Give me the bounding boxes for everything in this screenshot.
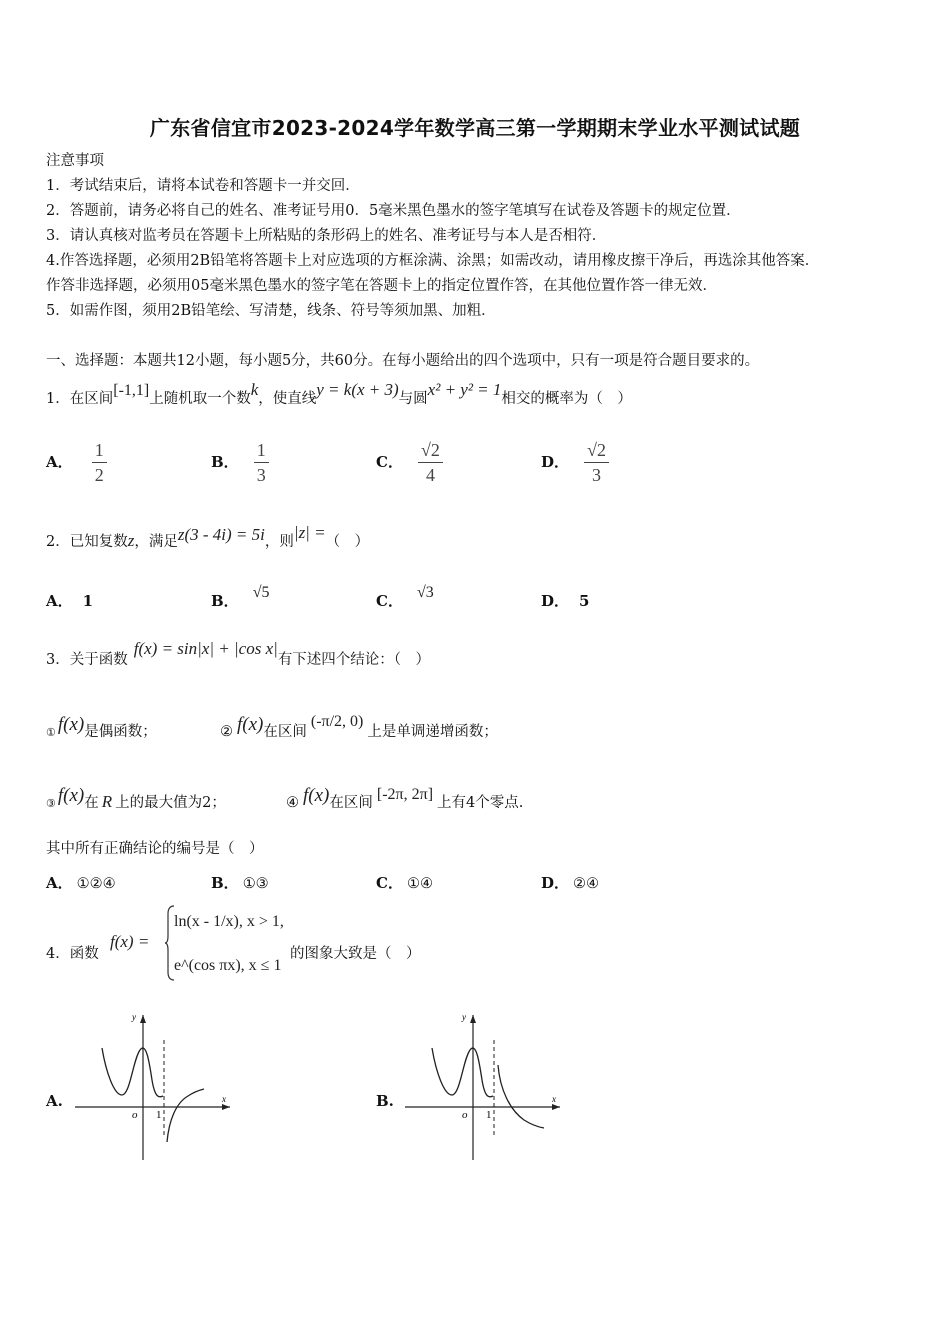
q4-suffix: 的图象大致是（ ） [290,946,421,962]
q3-fx: f(x) [57,714,85,735]
q1-text: 1．在区间 [46,391,114,407]
option-value: ①②④ [76,876,116,892]
notice-item: 3．请认真核对监考员在答题卡上所粘贴的条形码上的姓名、准考证号与本人是否相符． [46,228,607,244]
q3-text: 在区间 [263,724,307,740]
q3-conclusion-1 [46,714,157,743]
option-label: C． [376,592,403,610]
option-label: A． [46,874,73,892]
q2-modulus: |z| = [293,523,326,542]
option-value: ①③ [242,876,269,892]
section-heading: 一、选择题：本题共12小题，每小题5分，共60分。在每小题给出的四个选项中，只有一项是符合题目要求的。 [46,353,760,369]
question-1-stem [46,380,632,409]
q2-text: （ ） [325,534,370,550]
conclusion-mark: ④ [286,795,299,811]
q3-option-a[interactable] [46,873,116,894]
q3-text: 在 [84,795,99,811]
q1-line-eq: y = k(x + 3) [316,380,399,399]
conclusion-mark: ③ [46,797,56,810]
q3-conclusion-2 [220,713,498,742]
option-value: √5 [252,584,270,601]
option-label: B． [211,592,239,610]
q4-prefix: 4．函数 [46,946,99,962]
denominator: 3 [592,465,602,485]
x-label: x [552,1094,556,1104]
origin-label: o [462,1109,468,1121]
q2-text: 2．已知复数 [46,534,128,550]
option-value: ①④ [406,876,433,892]
q2-text: ，则 [264,534,294,550]
q3-question: 其中所有正确结论的编号是（ ） [46,841,264,857]
q4-function-lhs [110,932,149,952]
option-label: C． [376,874,403,892]
q1-text: 相交的概率为（ ） [501,391,632,407]
question-2-stem [46,523,370,552]
option-label: A． [46,592,73,610]
tick-label: 1 [156,1109,162,1121]
q1-text: 上随机取一个数 [149,391,251,407]
notice-item: 5．如需作图，须用2B铅笔绘、写清楚，线条、符号等须加黑、加粗． [46,303,496,319]
q4-fx: f(x) = [110,932,150,951]
q1-option-a[interactable] [46,438,107,487]
q3-text: 上是单调递增函数； [367,724,498,740]
q1-option-d[interactable] [541,438,609,487]
numerator: 1 [254,438,269,463]
option-value: √3 [416,584,434,601]
option-label: D． [541,453,570,471]
q3-interval: [-2π, 2π] [376,786,434,803]
q1-option-b[interactable] [211,438,269,487]
fraction [92,438,107,487]
q3-option-b[interactable] [211,873,269,894]
q1-k: k [250,380,259,399]
q3-option-c[interactable] [376,873,433,894]
q3-option-d[interactable] [541,873,599,894]
option-label: D． [541,874,570,892]
q1-text: ，使直线 [258,391,317,407]
q2-option-d[interactable] [541,591,589,612]
q2-text: ，满足 [134,534,178,550]
y-arrow-icon [140,1015,146,1023]
x-label: x [222,1094,226,1104]
numerator: √2 [418,438,443,463]
curve-right [498,1065,544,1128]
q2-equation: z(3 - 4i) = 5i [177,525,265,544]
q2-option-a[interactable] [46,591,93,612]
option-value: ②④ [573,876,600,892]
conclusion-mark: ② [220,724,233,740]
option-label: A． [46,453,73,471]
q3-fx: f(x) [237,714,264,735]
denominator: 3 [256,465,266,485]
q4-option-b-label[interactable]: B. [376,1092,394,1110]
q2-option-c[interactable] [376,584,434,612]
q2-option-b[interactable] [211,584,270,612]
q3-text: 3．关于函数 [46,652,128,668]
q3-text: 有下述四个结论：（ ） [277,652,431,668]
denominator: 4 [425,465,435,485]
q4-case-1: ln(x - 1/x), x > 1, [174,913,284,930]
notice-heading: 注意事项 [46,153,104,169]
q1-text: 与圆 [398,391,428,407]
option-label: C． [376,453,403,471]
q1-circle-eq: x² + y² = 1 [427,380,502,399]
option-label: D． [541,592,570,610]
y-label: y [462,1012,466,1022]
q3-conclusion-4 [286,785,524,813]
notice-item: 1．考试结束后，请将本试卷和答题卡一并交回． [46,178,360,194]
curve-right [167,1089,204,1142]
q1-interval: [-1,1] [113,382,150,399]
q3-interval: (-π/2, 0) [310,713,364,730]
q4-graph-a[interactable] [70,1010,240,1170]
q4-graph-b[interactable] [400,1010,570,1170]
conclusion-mark: ① [46,726,56,739]
q4-case-2: e^(cos πx), x ≤ 1 [174,957,282,974]
notice-item: 4.作答选择题，必须用2B铅笔将答题卡上对应选项的方框涂满、涂黑；如需改动，请用橡皮擦干净后，再选涂其他答案． [46,253,820,269]
denominator: 2 [94,465,104,485]
curve-left [102,1048,163,1097]
q3-fx: f(x) [303,785,330,806]
origin-label: o [132,1109,138,1121]
q3-text: 是偶函数； [84,724,157,740]
q3-fx: f(x) [57,785,85,806]
option-label: B． [211,874,239,892]
x-arrow-icon [552,1104,560,1110]
q3-function: f(x) = sin|x| + |cos x| [133,639,278,658]
fraction [584,438,609,487]
q3-text: 上的最大值为2； [115,795,226,811]
notice-item: 2．答题前，请务必将自己的姓名、准考证号用0．5毫米黑色墨水的签字笔填写在试卷及答题卡的规定位置． [46,203,741,219]
notice-item: 作答非选择题，必须用05毫米黑色墨水的签字笔在答题卡上的指定位置作答，在其他位置作答一律无效． [46,278,717,294]
q2-z: z [127,531,135,550]
numerator: √2 [584,438,609,463]
curve-left [432,1048,493,1097]
x-arrow-icon [222,1104,230,1110]
q3-R: R [101,792,113,811]
option-label: B． [211,453,239,471]
option-value: 1 [82,592,94,610]
option-value: 5 [579,592,590,610]
q3-text: 在区间 [329,795,373,811]
tick-label: 1 [486,1109,492,1121]
fraction [254,438,269,487]
q4-option-a-label[interactable]: A. [46,1092,63,1110]
q1-option-c[interactable] [376,438,443,487]
fraction [418,438,443,487]
page-title: 广东省信宜市2023-2024学年数学高三第一学期期末学业水平测试试题 [149,116,801,140]
q3-conclusion-3 [46,785,226,814]
y-label: y [132,1012,136,1022]
q3-text: 上有4个零点. [437,795,524,811]
numerator: 1 [92,438,107,463]
question-3-stem [46,639,431,670]
y-arrow-icon [470,1015,476,1023]
